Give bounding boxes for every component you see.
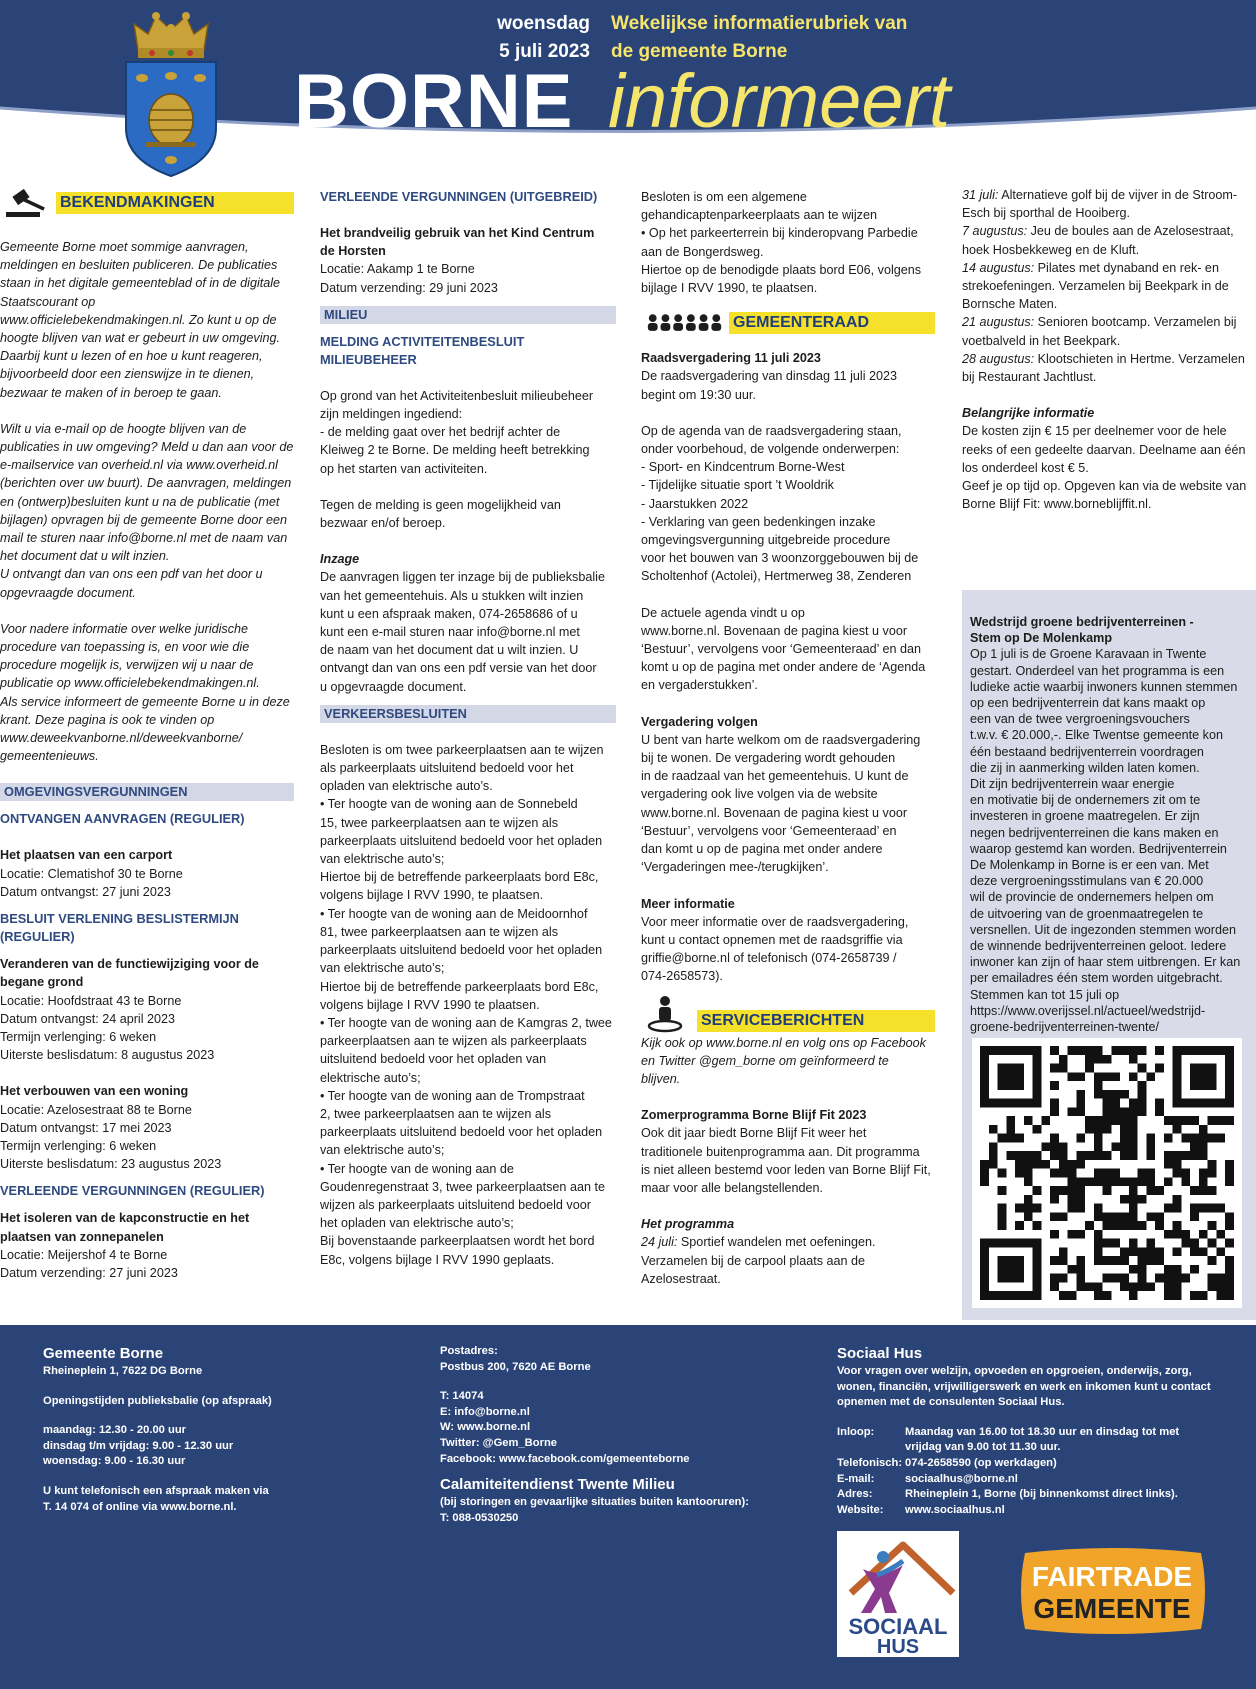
sidebox-text: Wedstrijd groene bedrijventerreinen - Stem op De Molenkamp Op 1 juli is de Groene Karavaan in Twente gestart. Onderdeel van het programma is een ludieke actie waarbij inwoners kunnen stemmen op een bedrijventerrein dat kans maakt op een van de twee vergroeningsvouchers t.w.v. € 20.000,-. Elke Twentse gemeente kon één bestaand bedrijventerrein voordragen die zij in aanmerking wilden laten komen. Dit zijn bedrijventerrein waar energie en motivatie bij de ondernemers zit om te investeren in groene maatregelen. Er zijn negen bedrijventerreinen die kans maken en waarop gestemd kan worden. Bedrijventerrein De Molenkamp in Borne is er een van. Met deze vergroeningsstimulans van € 20.000 wil de provincie de ondernemers helpen om de uitvoering van de groenmaatregelen te versnellen. Uit de ingezonden stemmen worden de winnende bedrijventerreinen geloot. Iedere inwoner kan zijn of haar stem uitbrengen. Er kan per emailadres één stem worden uitgebracht. Stemmen kan tot 15 juli op https://www.overijssel.nl/actueel/wedstrijd- groene-bedrijventerreinen-twente/ [970,615,1241,1035]
vergadering-volgen-paragraph: Vergadering volgen U bent van harte welkom om de raadsvergadering bij te wonen. De vergadering wordt gehouden in de raadzaal van het gemeentehuis. U kunt de vergadering ook live volgen via de website www.borne.nl. Bovenaan de pagina kiest u voor ‘Bestuur’, vervolgens voor ‘Gemeenteraad’ en dan komt u op de pagina met onder andere ‘Vergaderingen mee-/terugkijken’. [641,714,921,875]
sociaal-hus-logo [837,1531,959,1657]
list-item: 21 augustus: Senioren bootcamp. Verzamelen bij voetbalveld in het Beekpark. [962,315,1237,348]
verleende-uitgebreid-header: VERLEENDE VERGUNNINGEN (UITGEBREID) [320,189,598,204]
programma-list [962,186,1252,386]
coat-of-arms-icon [116,10,226,180]
fairtrade-logo [1015,1545,1209,1637]
service-intro-paragraph: Kijk ook op www.borne.nl en volg ons op Facebook en Twitter @gem_borne om geïnformeerd te blijven. [641,1035,926,1086]
notice-brandveilig: Het brandveilig gebruik van het Kind Centrum de Horsten Locatie: Aakamp 1 te Borne Datum verzending: 29 juni 2023 [320,226,595,295]
svg-text:GEMEENTE: GEMEENTE [1033,1593,1191,1624]
bezwaar-paragraph: Tegen de melding is geen mogelijkheid van bezwaar en/of beroep. [320,497,561,531]
notice-functiewijziging: Veranderen van de functiewijziging voor de begane grond Locatie: Hoofdstraat 43 te Borne Datum ontvangst: 24 april 2023 Termijn verlenging: 6 weken Uiterste beslisdatum: 8 augustus 2023 [0,957,259,1063]
title-informeert: informeert [608,59,951,135]
procedure-info-paragraph: Voor nadere informatie over welke juridische procedure van toepassing is, en voor wie die procedure mogelijk is, verwijzen wij u naar de publicatie op www.officielebekendmakingen.nl. Als service informeert de gemeente Borne u in deze krant. Deze pagina is ook te vinden op www.deweekvanborne.nl/deweekvanborne/ gemeentenieuws. [0,621,290,764]
svg-text:FAIRTRADE: FAIRTRADE [1031,1561,1193,1592]
list-item: 7 augustus: Jeu de boules aan de Azelosestraat, hoek Hosbekkeweg en de Kluft. [962,224,1234,257]
besluit-verlening-header: BESLUIT VERLENING BESLISTERMIJN (REGULIER) [0,911,239,945]
belangrijke-informatie-paragraph: Belangrijke informatie De kosten zijn € 15 per deelnemer voor de hele reeks of een gedeelte daarvan. Deelname aan één los onderdeel kost € 5. Geef je op tijd op. Opgeven kan via de website van Borne Blijf Fit: www.borneblijffit.nl. [962,406,1247,512]
raadsvergadering-paragraph: Raadsvergadering 11 juli 2023 De raadsvergadering van dinsdag 11 juli 2023 begint om 19:30 uur. [641,351,898,402]
gemeenteraad-title: GEMEENTERAAD [729,312,935,334]
header-tagline: Wekelijkse informatierubriek van de gemeente Borne [611,13,908,62]
agenda-paragraph: Op de agenda van de raadsvergadering staan, onder voorbehoud, de volgende onderwerpen: - Sport- en Kindcentrum Borne-West - Tijdelijke situatie sport ’t Wooldrik - Jaarstukken 2022 - Verklaring van geen bedenkingen inzake omgevingsvergunning uitgebreide procedure voor het bouwen van 3 woonzorggebouwen bij de Scholtenhof (Actolei), Hertmerweg 38, Zenderen [641,423,919,584]
ontvangen-aanvragen-header: ONTVANGEN AANVRAGEN (REGULIER) [0,811,245,827]
zomerprogramma-paragraph: Zomerprogramma Borne Blijf Fit 2023 Ook dit jaar biedt Borne Blijf Fit weer het traditionele buitenprogramma aan. Dit programma is niet alleen bestemd voor leden van Borne Blijf Fit, maar voor alle belangstellenden. [641,1108,931,1195]
email-service-paragraph: Wilt u via e-mail op de hoogte blijven van de publicaties in uw omgeving? Meld u dan aan voor de e-mailservice van overheid.nl via www.overheid.nl (berichten over uw buurt). De aanvragen, meldingen en (ontwerp)besluiten kunt u na de publicatie (met bijlagen) opvragen bij de gemeente Borne door een mail te sturen naar info@borne.nl met de naam van het document dat u wilt inzien. U ontvangt dan van ons een pdf van het door u opgevraagde document. [0,421,294,600]
council-people-icon [641,306,729,340]
service-person-icon [641,994,697,1034]
actuele-agenda-paragraph: De actuele agenda vindt u op www.borne.nl. Bovenaan de pagina kiest u voor ‘Bestuur’, vervolgens voor ‘Gemeenteraad’ en dan komt u op de pagina met onder andere de ‘Agenda en vergaderstukken’. [641,605,926,693]
notice-carport: Het plaatsen van een carport Locatie: Clematishof 30 te Borne Datum ontvangst: 27 juni 2023 [0,848,183,899]
svg-text:HUS: HUS [876,1636,920,1657]
footer-sociaal-hus: Sociaal Hus Voor vragen over welzijn, opvoeden en opgroeien, onderwijs, zorg, wonen, financiën, vrijwilligerswerk en werk en inkomen kunt u contact opnemen met de consulenten Sociaal Hus. Inloop: Maandag van 16.00 tot 18.30 uur en dinsdag tot met vrijdag van 9.00 tot 11.30 uur. Telefonisch: 074-2658590 (op werkdagen) E-mail: sociaalhus@borne.nl Adres: Rheineplein 1, Borne (bij binnenkomst direct links). Website: www.sociaalhus.nl [837,1345,1211,1516]
inzage-paragraph: Inzage De aanvragen liggen ter inzage bij de publieksbalie van het gemeentehuis. Als u stukken wilt inzien kunt u een afspraak maken, 074-2658686 of u kunt een e-mail sturen naar info@borne.nl met de naam van het document dat u wilt inzien. U ontvangt dan van ons een pdf versie van het door u opgevraagde document. [320,552,605,694]
qr-code[interactable] [972,1038,1242,1308]
column-bekendmakingen [0,186,294,1282]
parkeerplaats-paragraph: Besloten is om een algemene gehandicaptenparkeerplaats aan te wijzen • Op het parkeerterrein bij kinderopvang Parbedie aan de Bongerdsweg. Hiertoe op de benodigde plaats bord E06, volgens bijlage I RVV 1990, te plaatsen. [641,190,922,296]
notice-verbouwen-woning: Het verbouwen van een woning Locatie: Azelosestraat 88 te Borne Datum ontvangst: 17 mei 2023 Termijn verlenging: 6 weken Uiterste beslisdatum: 23 augustus 2023 [0,1084,222,1172]
list-item: 31 juli: Alternatieve golf bij de vijver in de Stroom- Esch bij sporthal de Hooiberg. [962,188,1238,221]
notice-isoleren: Het isoleren van de kapconstructie en het plaatsen van zonnepanelen Locatie: Meijershof 4 te Borne Datum verzending: 27 juni 2023 [0,1211,250,1280]
gavel-icon [0,186,56,220]
verkeersbesluiten-header: VERKEERSBESLUITEN [320,705,616,723]
list-item: 14 augustus: Pilates met dynaband en rek- en strekoefeningen. Verzamelen bij Beekpark in de Bornsche Maten. [962,260,1229,312]
sociaal-hus-logo-icon [837,1531,959,1657]
meer-informatie-paragraph: Meer informatie Voor meer informatie over de raadsvergadering, kunt u contact opnemen met de raadsgriffie via griffie@borne.nl of telefonisch (074-2658739 / 074-2658573). [641,896,909,984]
column-programma-vervolg [962,186,1252,513]
footer [0,1325,1256,1689]
section-header-serviceberichten [641,994,935,1034]
serviceberichten-title: SERVICEBERICHTEN [697,1010,935,1032]
melding-paragraph: Op grond van het Activiteitenbesluit milieubeheer zijn meldingen ingediend: - de melding gaat over het bedrijf achter de Kleiweg 2 te Borne. De melding heeft betrekking op het starten van activiteiten. [320,388,594,476]
publication-date: woensdag 5 juli 2023 [497,13,590,62]
bekendmakingen-title: BEKENDMAKINGEN [56,192,294,214]
verkeersbesluiten-paragraph: Besloten is om twee parkeerplaatsen aan te wijzen als parkeerplaats uitsluitend bedoeld voor het opladen van elektrische auto’s. • Ter hoogte van de woning aan de Sonnebeld 15, twee parkeerplaatsen aan te wijzen als parkeerplaats uitsluitend bedoeld voor het opladen van elektrische auto’s; Hiertoe bij de betreffende parkeerplaats bord E8c, volgens bijlage I RVV 1990, te plaatsen. • Ter hoogte van de woning aan de Meidoornhof 81, twee parkeerplaatsen aan te wijzen als parkeerplaats uitsluitend bedoeld voor het opladen van elektrische auto’s; Hiertoe bij de betreffende parkeerplaats bord E8c, volgens bijlage I RVV 1990 te plaatsen. • Ter hoogte van de woning aan de Kamgras 2, twee parkeerplaatsen aan te wijzen als parkeerplaats uitsluitend bedoeld voor het opladen van elektrische auto’s; • Ter hoogte van de woning aan de Trompstraat 2, twee parkeerplaatsen aan te wijzen als parkeerplaats uitsluitend bedoeld voor het opladen van elektrische auto’s; • Ter hoogte van de woning aan de Goudenregenstraat 3, twee parkeerplaatsen aan te wijzen als parkeerplaats uitsluitend bedoeld voor het opladen van elektrische auto’s; Bij bovenstaande parkeerplaatsen wordt het bord E8c, volgens bijlage I RVV 1990 geplaats. [320,742,612,1267]
qr-code-icon [980,1046,1234,1300]
programma-paragraph: Het programma 24 juli: Sportief wandelen met oefeningen. Verzamelen bij de carpool plaats aan de Azelosestraat. [641,1217,876,1286]
column-vergunningen-milieu [320,188,616,1269]
melding-activiteitenbesluit-header: MELDING ACTIVITEITENBESLUIT MILIEUBEHEER [320,333,525,367]
milieu-header: MILIEU [320,306,616,324]
section-header-bekendmakingen [0,186,294,220]
section-header-gemeenteraad [641,306,935,340]
title-borne: BORNE [294,59,574,135]
omgevingsvergunningen-header: OMGEVINGSVERGUNNINGEN [0,783,294,801]
verleende-vergunningen-header: VERLEENDE VERGUNNINGEN (REGULIER) [0,1183,265,1199]
footer-contact: Postadres: Postbus 200, 7620 AE Borne T: 14074 E: info@borne.nl W: www.borne.nl Twitter: @Gem_Borne Facebook: www.facebook.com/gemeenteborne Calamiteitendienst Twente Milieu (bij storingen en gevaarlijke situaties buiten kantooruren): T: 088-0530250 [440,1345,749,1524]
svg-text:SOCIAAL: SOCIAAL [848,1614,948,1639]
intro-paragraph: Gemeente Borne moet sommige aanvragen, meldingen en besluiten publiceren. De publicaties staan in het digitale gemeenteblad of in de digitale Staatscourant op www.officielebekendmakingen.nl. Zo kunt u op de hoogte blijven van wat er gebeurt in uw omgeving. Daarbij kunt u lezen of en hoe u kunt reageren, bijvoorbeeld door een zienswijze in te dienen, bezwaar te maken of in beroep te gaan. [0,240,281,400]
fairtrade-logo-icon [1015,1545,1209,1637]
sidebox-molenkamp [962,590,1256,1320]
column-gemeenteraad [641,188,935,1288]
list-item: 28 augustus: Klootschieten in Hertme. Verzamelen bij Restaurant Jachtlust. [962,351,1245,385]
footer-gemeente: Gemeente Borne Rheineplein 1, 7622 DG Borne Openingstijden publieksbalie (op afspraak) maandag: 12.30 - 20.00 uur dinsdag t/m vrijdag: 9.00 - 12.30 uur woensdag: 9.00 - 16.30 uur U kunt telefonisch een afspraak maken via T. 14 074 of online via www.borne.nl. [43,1345,272,1513]
